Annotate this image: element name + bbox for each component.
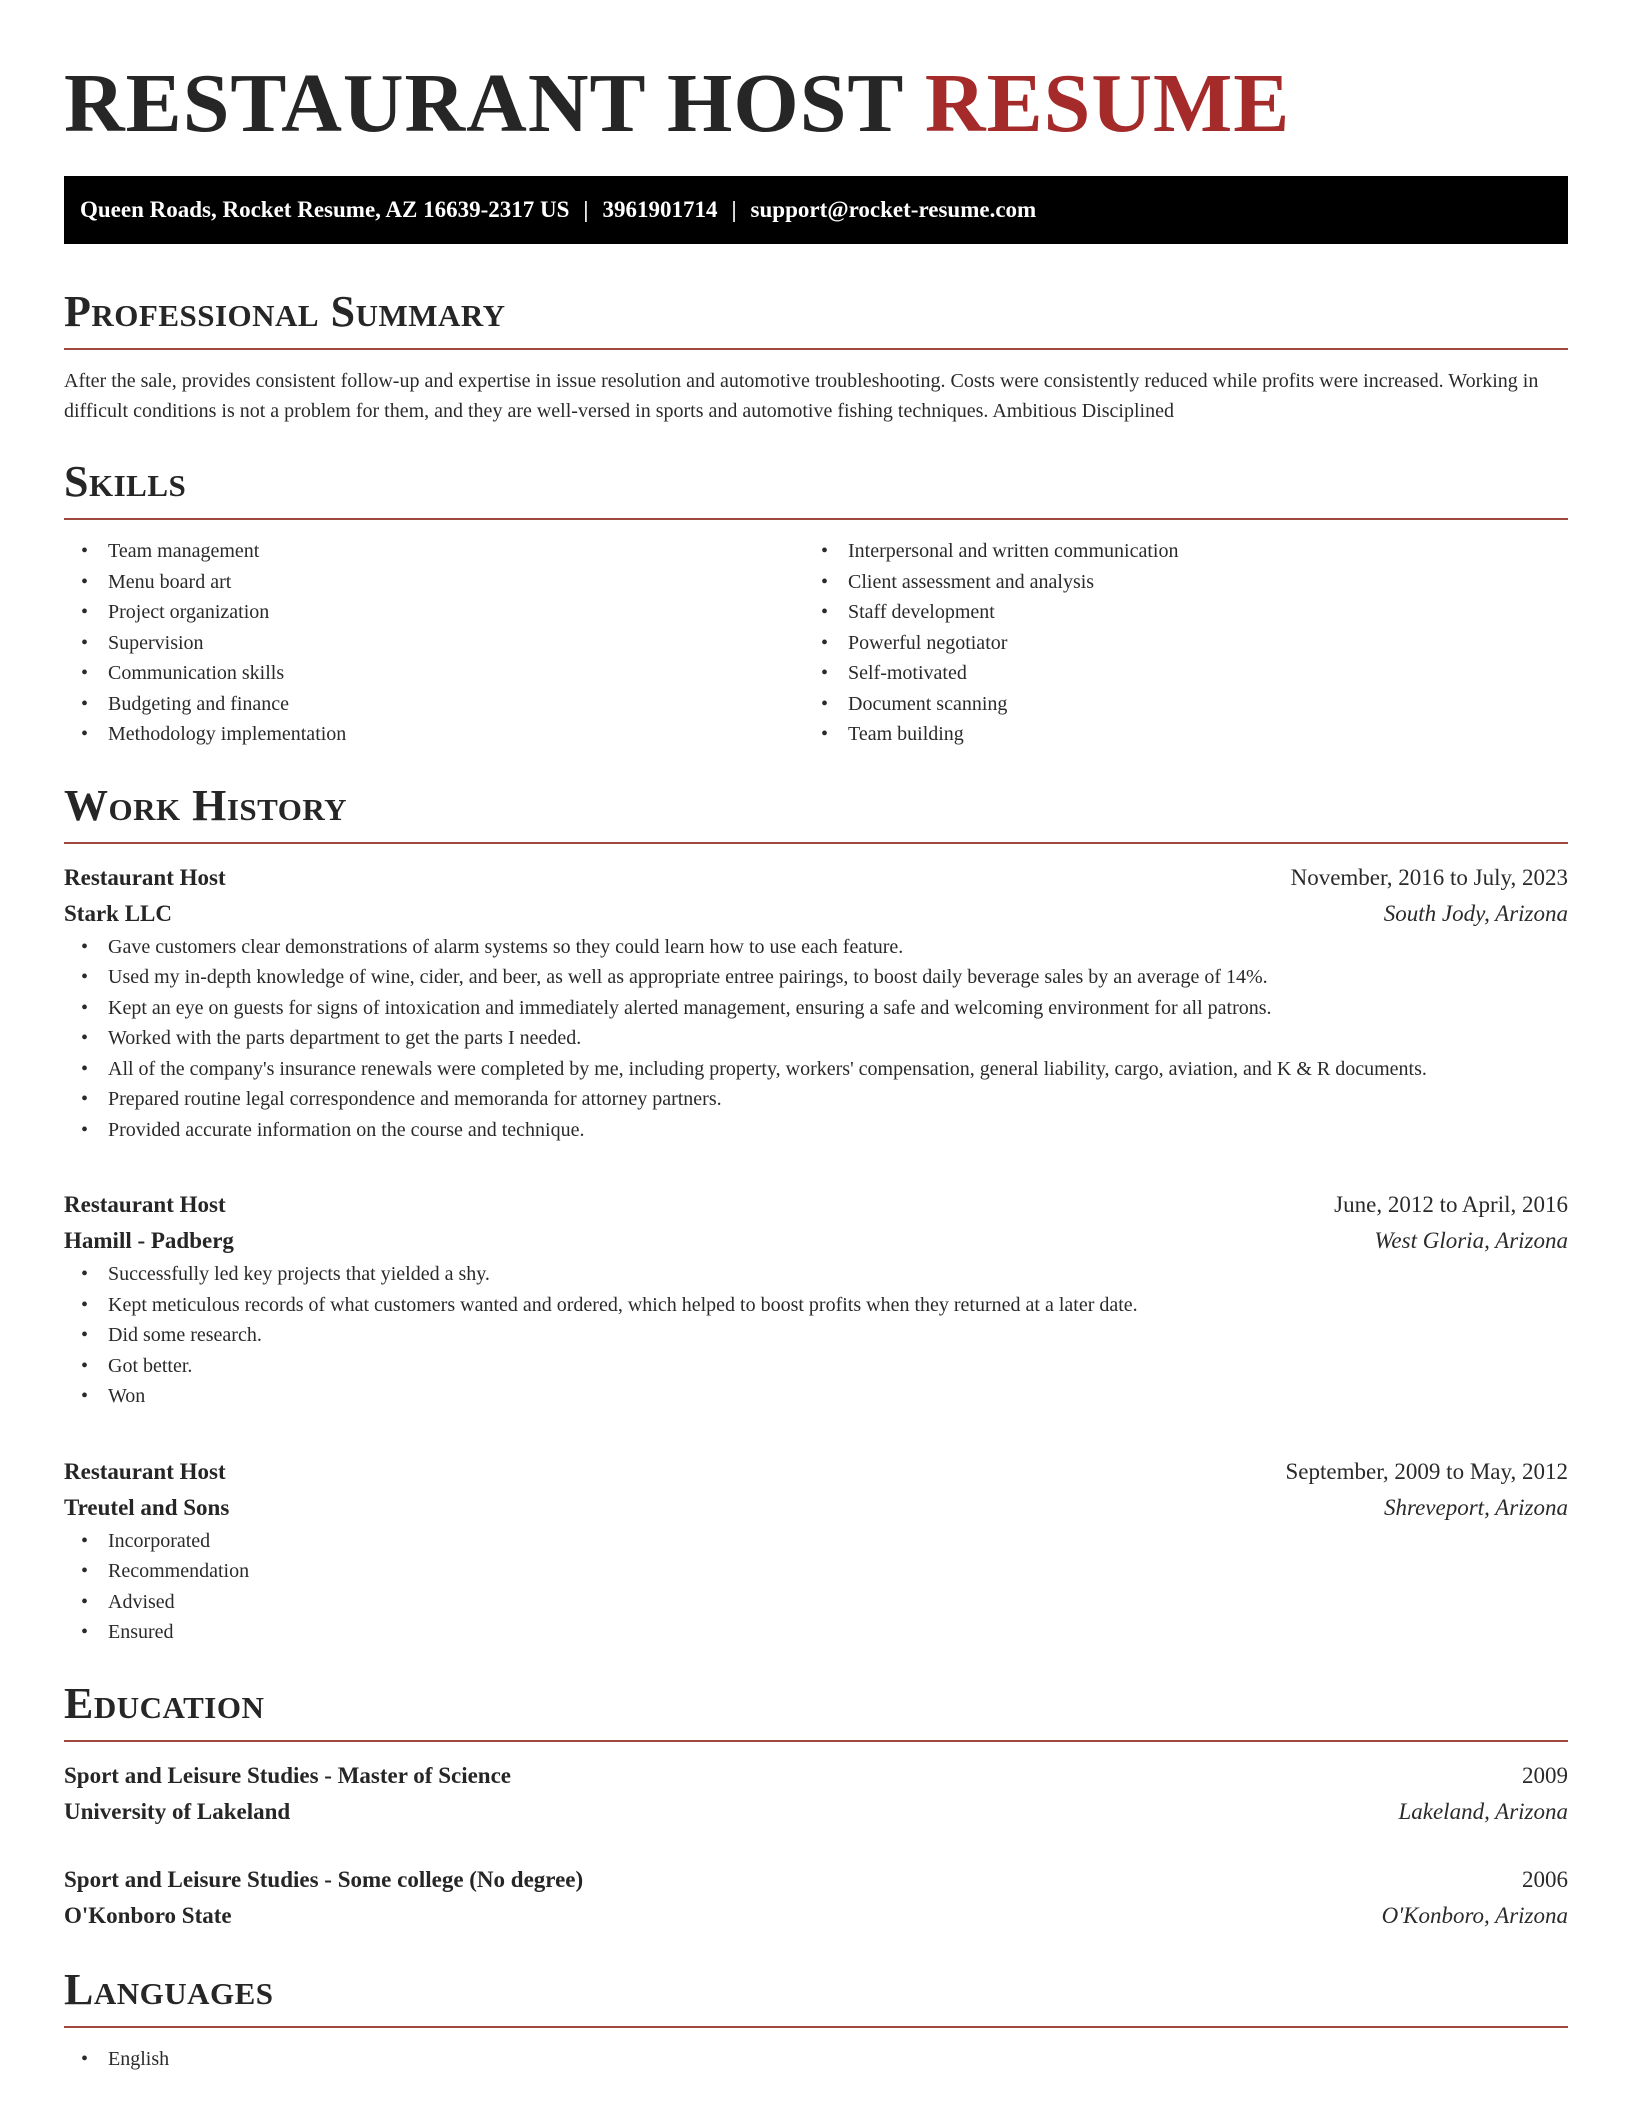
job-bullet-list xyxy=(64,1259,1568,1412)
job-entry xyxy=(64,1454,1568,1648)
education-school-row xyxy=(64,1794,1568,1830)
job-company: Hamill - Padberg xyxy=(64,1228,234,1253)
skill-item: • Self-motivated xyxy=(804,658,1544,689)
contact-bar xyxy=(64,176,1568,244)
education-school-row xyxy=(64,1898,1568,1934)
skills-column-left xyxy=(64,536,804,750)
job-bullet: • Advised xyxy=(64,1587,1568,1618)
job-bullet: • Used my in-depth knowledge of wine, cider, and beer, as well as appropriate entree pairings, to boost daily beverage sales by an average of 14%. xyxy=(64,962,1568,993)
skill-item: • Project organization xyxy=(64,597,804,628)
section-heading-work-history: Work History xyxy=(64,780,348,830)
education-degree: Sport and Leisure Studies - Some college (No degree) xyxy=(64,1866,584,1892)
job-location: South Jody, Arizona xyxy=(1383,900,1568,926)
job-entry xyxy=(64,1187,1568,1412)
education-location: O'Konboro, Arizona xyxy=(1381,1902,1568,1928)
education-school: University of Lakeland xyxy=(64,1798,291,1824)
contact-separator: | xyxy=(583,197,589,222)
education-entry xyxy=(64,1758,1568,1830)
job-bullet: • Successfully led key projects that yielded a shy. xyxy=(64,1259,1568,1290)
job-bullet: • Kept meticulous records of what customers wanted and ordered, which helped to boost profits when they returned at a later date. xyxy=(64,1290,1568,1321)
skill-item: • Budgeting and finance xyxy=(64,689,804,720)
skills-list-right xyxy=(804,536,1544,750)
education-degree: Sport and Leisure Studies - Master of Science xyxy=(64,1762,511,1788)
job-header-row xyxy=(64,1187,1568,1223)
section-heading-summary: Professional Summary xyxy=(64,287,506,336)
skill-item: • Methodology implementation xyxy=(64,719,804,750)
job-bullet: • Prepared routine legal correspondence and memoranda for attorney partners. xyxy=(64,1084,1568,1115)
job-title: Restaurant Host xyxy=(64,1458,226,1484)
languages-section xyxy=(64,1964,1568,2075)
job-entry xyxy=(64,860,1568,1146)
education-location: Lakeland, Arizona xyxy=(1398,1798,1568,1824)
job-bullet: • Gave customers clear demonstrations of alarm systems so they could learn how to use each feature. xyxy=(64,932,1568,963)
summary-section xyxy=(64,286,1568,426)
skills-column-right xyxy=(804,536,1544,750)
job-bullet: • All of the company's insurance renewals were completed by me, including property, workers' compensation, general liability, cargo, aviation, and K & R documents. xyxy=(64,1054,1568,1085)
job-location: West Gloria, Arizona xyxy=(1374,1228,1568,1253)
education-degree-row xyxy=(64,1862,1568,1898)
contact-phone[interactable]: 3961901714 xyxy=(602,197,718,222)
summary-text: After the sale, provides consistent follow-up and expertise in issue resolution and automotive troubleshooting. Costs were consistently reduced while profits were increased. Working in difficult conditions is not a problem for them, and they are well-versed in sports and automotive fishing techniques. Ambitious Disciplined xyxy=(64,370,1539,422)
work-history-section xyxy=(64,780,1568,1648)
section-heading-education: Education xyxy=(64,1678,265,1728)
job-bullet-list xyxy=(64,1526,1568,1648)
contact-separator: | xyxy=(731,197,737,222)
section-divider xyxy=(64,518,1568,520)
skills-section xyxy=(64,456,1568,750)
job-title: Restaurant Host xyxy=(64,1192,226,1217)
job-bullet: • Got better. xyxy=(64,1351,1568,1382)
skill-item: • Interpersonal and written communication xyxy=(804,536,1544,567)
skill-item: • Team management xyxy=(64,536,804,567)
skill-item: • Team building xyxy=(804,719,1544,750)
job-company: Treutel and Sons xyxy=(64,1494,230,1520)
job-bullet: • Won xyxy=(64,1381,1568,1412)
education-degree-row xyxy=(64,1758,1568,1794)
education-entry xyxy=(64,1862,1568,1934)
job-dates: June, 2012 to April, 2016 xyxy=(1334,1192,1568,1217)
job-company: Stark LLC xyxy=(64,900,172,926)
title-accent: RESUME xyxy=(924,57,1291,150)
skill-item: • Staff development xyxy=(804,597,1544,628)
job-title: Restaurant Host xyxy=(64,864,226,890)
section-divider xyxy=(64,842,1568,844)
job-dates: November, 2016 to July, 2023 xyxy=(1290,864,1568,890)
job-bullet-list xyxy=(64,932,1568,1146)
skills-list-left xyxy=(64,536,804,750)
section-heading-skills: Skills xyxy=(64,457,187,506)
section-divider xyxy=(64,348,1568,350)
job-header-row xyxy=(64,860,1568,896)
education-school: O'Konboro State xyxy=(64,1902,232,1928)
job-bullet: • Recommendation xyxy=(64,1556,1568,1587)
job-bullet: • Incorporated xyxy=(64,1526,1568,1557)
job-location: Shreveport, Arizona xyxy=(1384,1494,1568,1520)
job-bullet: • Provided accurate information on the course and technique. xyxy=(64,1115,1568,1146)
skills-grid xyxy=(64,536,1568,750)
job-dates: September, 2009 to May, 2012 xyxy=(1285,1458,1568,1484)
education-section xyxy=(64,1678,1568,1934)
job-company-row xyxy=(64,1223,1568,1259)
education-year: 2009 xyxy=(1522,1762,1568,1788)
job-bullet: • Worked with the parts department to get the parts I needed. xyxy=(64,1023,1568,1054)
languages-list xyxy=(64,2044,1568,2075)
section-divider xyxy=(64,1740,1568,1742)
contact-address: Queen Roads, Rocket Resume, AZ 16639-2317 US xyxy=(80,197,570,222)
title-main: RESTAURANT HOST xyxy=(64,57,903,150)
education-year: 2006 xyxy=(1522,1866,1568,1892)
job-company-row xyxy=(64,896,1568,932)
job-company-row xyxy=(64,1490,1568,1526)
skill-item: • Document scanning xyxy=(804,689,1544,720)
language-item: • English xyxy=(64,2044,1568,2075)
skill-item: • Client assessment and analysis xyxy=(804,567,1544,598)
skill-item: • Communication skills xyxy=(64,658,804,689)
skill-item: • Menu board art xyxy=(64,567,804,598)
section-divider xyxy=(64,2026,1568,2028)
job-bullet: • Ensured xyxy=(64,1617,1568,1648)
section-heading-languages: Languages xyxy=(64,1964,274,2014)
page-title xyxy=(64,0,1568,152)
job-bullet: • Kept an eye on guests for signs of intoxication and immediately alerted management, ensuring a safe and welcoming environment for all patrons. xyxy=(64,993,1568,1024)
skill-item: • Supervision xyxy=(64,628,804,659)
job-header-row xyxy=(64,1454,1568,1490)
contact-email[interactable]: support@rocket-resume.com xyxy=(750,197,1037,222)
skill-item: • Powerful negotiator xyxy=(804,628,1544,659)
job-bullet: • Did some research. xyxy=(64,1320,1568,1351)
